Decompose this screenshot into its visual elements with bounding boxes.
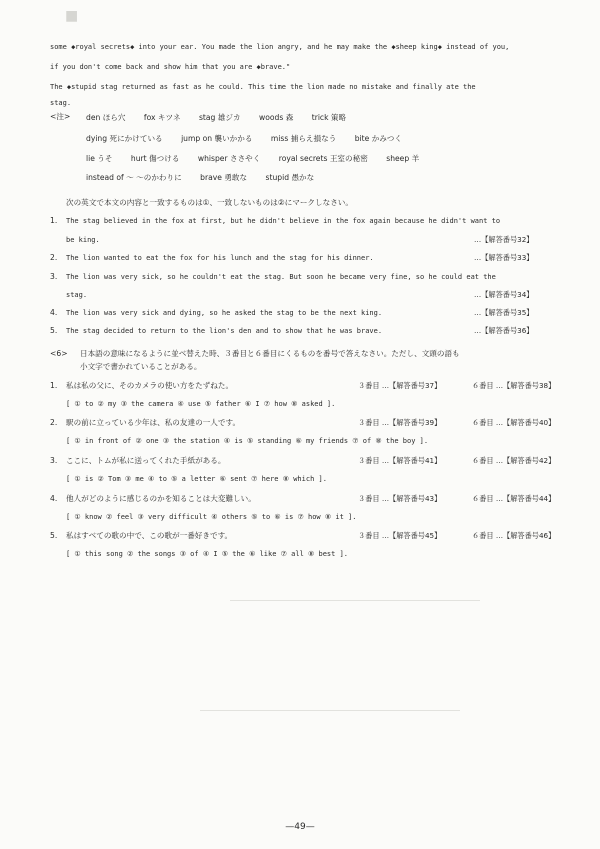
page-number: —49— bbox=[285, 822, 315, 832]
answer-number: …【解答番号33】 bbox=[474, 253, 534, 262]
answer-sixth: ６番目 …【解答番号46】 bbox=[472, 531, 556, 540]
note-item: whisper ささやく bbox=[197, 154, 261, 163]
note-item: stag 雄ジカ bbox=[198, 113, 241, 122]
q6-number: 5. bbox=[50, 531, 58, 540]
q6-japanese: 他人がどのように感じるのかを知ることは大変難しい。 bbox=[66, 494, 256, 503]
note-item: lie うそ bbox=[86, 154, 113, 163]
note-item: instead of ～ ～のかわりに bbox=[86, 173, 182, 182]
q5-statement: stag. bbox=[66, 291, 88, 299]
q6-number: 2. bbox=[50, 418, 58, 427]
note-item: miss 捕らえ損なう bbox=[270, 134, 337, 143]
story-line: if you don't come back and show him that you are ◆brave." bbox=[50, 63, 291, 71]
notes-label: <注> bbox=[50, 112, 71, 121]
answer-third: ３番目 …【解答番号45】 bbox=[358, 531, 442, 540]
note-item: hurt 傷つける bbox=[130, 154, 180, 163]
answer-number: …【解答番号36】 bbox=[474, 326, 534, 335]
q6-number: 1. bbox=[50, 381, 58, 390]
note-item: trick 策略 bbox=[311, 113, 347, 122]
q6-number: 3. bbox=[50, 456, 58, 465]
note-item: den ほら穴 bbox=[86, 113, 126, 122]
note-item: royal secrets 王室の秘密 bbox=[278, 154, 368, 163]
q5-instruction: 次の英文で本文の内容と一致するものは①、一致しないものは②にマークしなさい。 bbox=[66, 198, 353, 207]
note-item: woods 森 bbox=[259, 113, 294, 122]
story-line: stag. bbox=[50, 99, 72, 107]
note-item: bite かみつく bbox=[354, 134, 402, 143]
answer-third: ３番目 …【解答番号37】 bbox=[358, 381, 442, 390]
note-item: brave 勇敢な bbox=[200, 173, 248, 182]
show-through-mark: ■ bbox=[65, 8, 79, 24]
q6-choices: [ ① this song ② the songs ③ of ④ I ⑤ the ⑥ like ⑦ all ⑧ best ]. bbox=[66, 550, 348, 558]
q5-number: 4. bbox=[50, 308, 58, 317]
q6-choices: [ ① know ② feel ③ very difficult ④ others ⑤ to ⑥ is ⑦ how ⑧ it ]. bbox=[66, 513, 357, 521]
q5-statement: The lion was very sick and dying, so he asked the stag to be the next king. bbox=[66, 309, 383, 317]
q5-statement: The stag decided to return to the lion's den and to show that he was brave. bbox=[66, 327, 383, 335]
notes-row bbox=[86, 112, 362, 123]
q5-number: 2. bbox=[50, 253, 58, 262]
story-line: The ◆stupid stag returned as fast as he could. This time the lion made no mistake and finally ate the bbox=[50, 83, 476, 91]
answer-sixth: ６番目 …【解答番号44】 bbox=[472, 494, 556, 503]
show-through-rule bbox=[200, 710, 460, 711]
show-through-rule bbox=[230, 600, 480, 601]
notes-row bbox=[86, 172, 330, 183]
q6-japanese: 駅の前に立っている少年は、私の友達の一人です。 bbox=[66, 418, 241, 427]
note-item: fox キツネ bbox=[143, 113, 181, 122]
q6-number: 4. bbox=[50, 494, 58, 503]
q5-number: 3. bbox=[50, 272, 58, 281]
answer-sixth: ６番目 …【解答番号38】 bbox=[472, 381, 556, 390]
q6-choices: [ ① is ② Tom ③ me ④ to ⑤ a letter ⑥ sent ⑦ here ⑧ which ]. bbox=[66, 475, 327, 483]
story-line: some ◆royal secrets◆ into your ear. You made the lion angry, and he may make the ◆sheep king◆ instead of you, bbox=[50, 43, 510, 51]
notes-row bbox=[86, 153, 435, 164]
q6-japanese: 私は私の父に、そのカメラの使い方をたずねた。 bbox=[66, 381, 234, 390]
answer-third: ３番目 …【解答番号39】 bbox=[358, 418, 442, 427]
answer-number: …【解答番号34】 bbox=[474, 290, 534, 299]
note-item: stupid 愚かな bbox=[265, 173, 315, 182]
answer-sixth: ６番目 …【解答番号40】 bbox=[472, 418, 556, 427]
q5-number: 1. bbox=[50, 216, 58, 225]
note-item: sheep 羊 bbox=[386, 154, 420, 163]
q6-japanese: ここに、トムが私に送ってくれた手紙がある。 bbox=[66, 456, 226, 465]
q6-label: <6> bbox=[50, 349, 68, 358]
q6-choices: [ ① in front of ② one ③ the station ④ is ⑤ standing ⑥ my friends ⑦ of ⑧ the boy ]. bbox=[66, 437, 429, 445]
q5-statement: The lion was very sick, so he couldn't eat the stag. But soon he became very fine, so he could eat the bbox=[66, 273, 496, 281]
q6-instruction: 小文字で書かれていることがある。 bbox=[80, 362, 202, 371]
note-item: dying 死にかけている bbox=[86, 134, 163, 143]
q6-choices: [ ① to ② my ③ the camera ④ use ⑤ father ⑥ I ⑦ how ⑧ asked ]. bbox=[66, 400, 336, 408]
q5-statement: be king. bbox=[66, 236, 100, 244]
answer-third: ３番目 …【解答番号41】 bbox=[358, 456, 442, 465]
answer-number: …【解答番号35】 bbox=[474, 308, 534, 317]
q6-japanese: 私はすべての歌の中で、この歌が一番好きです。 bbox=[66, 531, 233, 540]
answer-sixth: ６番目 …【解答番号42】 bbox=[472, 456, 556, 465]
q5-number: 5. bbox=[50, 326, 58, 335]
q5-statement: The lion wanted to eat the fox for his lunch and the stag for his dinner. bbox=[66, 254, 374, 262]
notes-row bbox=[86, 133, 418, 144]
note-item: jump on 襲いかかる bbox=[181, 134, 253, 143]
q5-statement: The stag believed in the fox at first, but he didn't believe in the fox again because he didn't want to bbox=[66, 217, 501, 225]
q6-instruction: 日本語の意味になるように並べ替えた時、３番目と６番目にくるものを番号で答えなさい。ただし、文頭の語も bbox=[80, 349, 460, 358]
answer-number: …【解答番号32】 bbox=[474, 235, 534, 244]
answer-third: ３番目 …【解答番号43】 bbox=[358, 494, 442, 503]
